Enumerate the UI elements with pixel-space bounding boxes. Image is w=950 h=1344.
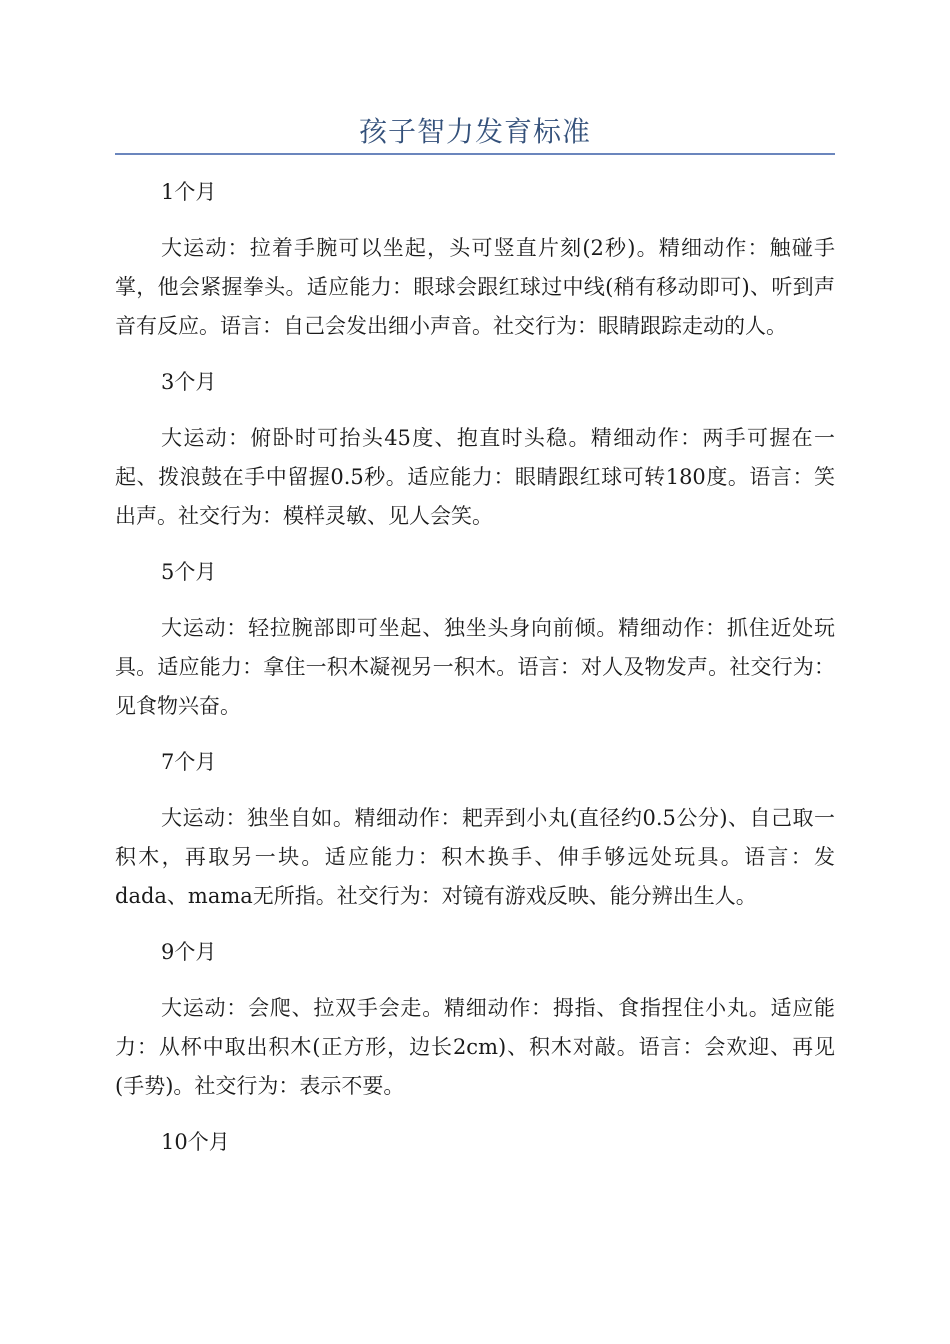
section-text-1-month: 大运动：拉着手腕可以坐起，头可竖直片刻(2秒)。精细动作：触碰手掌，他会紧握拳头。适应能力：眼球会跟红球过中线(稍有移动即可)、听到声音有反应。语言：自己会发出细小声音。社交行为：眼睛跟踪走动的人。 — [115, 236, 835, 338]
section-text-7-months: 大运动：独坐自如。精细动作：耙弄到小丸(直径约0.5公分)、自己取一积木，再取另一块。适应能力：积木换手、伸手够远处玩具。语言：发dada、mama无所指。社交行为：对镜有游戏反映、能分辨出生人。 — [115, 806, 835, 908]
section-heading-5-months: 5个月 — [161, 560, 217, 584]
section-heading-7-months: 7个月 — [161, 750, 217, 774]
section-text-9-months: 大运动：会爬、拉双手会走。精细动作：拇指、食指捏住小丸。适应能力：从杯中取出积木(正方形，边长2cm)、积木对敲。语言：会欢迎、再见(手势)。社交行为：表示不要。 — [115, 996, 835, 1098]
document-title: 孩子智力发育标准 — [358, 115, 591, 148]
title-underline — [115, 153, 835, 155]
section-heading-9-months: 9个月 — [161, 940, 217, 964]
section-text-5-months: 大运动：轻拉腕部即可坐起、独坐头身向前倾。精细动作：抓住近处玩具。适应能力：拿住一积木凝视另一积木。语言：对人及物发声。社交行为：见食物兴奋。 — [115, 616, 835, 718]
section-heading-10-months: 10个月 — [161, 1130, 230, 1154]
section-text-3-months: 大运动：俯卧时可抬头45度、抱直时头稳。精细动作：两手可握在一起、拨浪鼓在手中留握0.5秒。适应能力：眼睛跟红球可转180度。语言：笑出声。社交行为：模样灵敏、见人会笑。 — [115, 426, 835, 528]
document-body — [115, 173, 835, 1179]
section-heading-3-months: 3个月 — [161, 370, 217, 394]
section-heading-1-month: 1个月 — [161, 180, 217, 204]
